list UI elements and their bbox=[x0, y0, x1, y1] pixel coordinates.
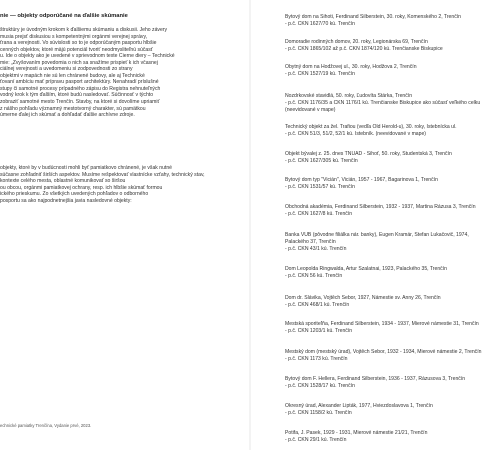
entry-title: Bytový dom F. Hellera, Ferdinand Silberstein, 1936 - 1937, Rázusova 3, Trenčín bbox=[285, 376, 466, 382]
entry-title: Banka VÚB (pôvodne filiálka nár. banky), Eugen Kramár, Štefan Lukačovič, 1974, bbox=[285, 232, 469, 238]
paragraph-line: ciálnej verejnosti a uvedomeniu si zodpovednosti zo strany bbox=[0, 66, 133, 73]
entry-title: Technický objekt za žel. Trafiou (vedľa Old Herold-u), 30. roky, Istebnícka ul. bbox=[285, 124, 457, 130]
entry-detail: - p.č. CKN 43/1 kú. Trenčín bbox=[285, 245, 347, 252]
entry-title: Obchodná akadémia, Ferdinand Silberstein, 1932 - 1937, Martina Rázusa 3, Trenčín bbox=[285, 204, 476, 210]
object-entry bbox=[285, 93, 500, 114]
paragraph-line: ťrana a verejnosti. Vo súvislosti so to je odporúčaným pasportu hlbšie bbox=[0, 40, 157, 47]
entry-title: Dom Leopolda Ringwalda, Artur Szalatnai, 1923, Palackého 35, Trenčín bbox=[285, 266, 447, 272]
entry-detail: - p.č. CKN 1527/19 kú. Trenčín bbox=[285, 70, 355, 77]
entry-detail: - p.č. CKN 1203/1 kú. Trenčín bbox=[285, 327, 353, 334]
object-entry bbox=[285, 232, 500, 253]
entry-detail: (neevidované v mape) bbox=[285, 106, 336, 113]
entry-title: Bytový dom typ "Vicián", Vicián, 1957 - 1967, Bagarinova 1, Trenčín bbox=[285, 177, 438, 183]
paragraph-line: mie: „Zvyšovaním povedomia o nich sa snažíme prispieť k ich včasnej bbox=[0, 59, 158, 66]
object-entry bbox=[285, 403, 500, 417]
paragraph-line: ou obcou, orgánmi pamiatkovej ochrany, resp. ich hlbšie skúmať formou bbox=[0, 184, 163, 191]
paragraph-line: ického prieskumu. Zo všetkých uvedených pohľadov o odborného bbox=[0, 191, 149, 198]
object-entry bbox=[285, 321, 500, 335]
entry-detail: - p.č. CKN 1176/35 a CKN 1176/1 kú. Trenčianske Biskupice ako súčasť veľkého celku bbox=[285, 99, 481, 106]
paragraph-line: štruktúry je úvodným krokom k ďalšiemu skúmaniu a diskusii. Jeho závery bbox=[0, 27, 168, 33]
entry-title: Dom dr. Slávika, Vojtěch Šebor, 1927, Námestie sv. Anny 26, Trenčín bbox=[285, 295, 441, 301]
entry-title: Okresný úrad, Alexander Lipták, 1977, Hviezdoslavova 1, Trenčín bbox=[285, 403, 433, 409]
section-heading: nie — objekty odporúčané na ďalšie skúmanie bbox=[0, 13, 128, 19]
object-entry bbox=[285, 349, 500, 363]
paragraph-line: u. Ide o objekty ako je uvedené v sprievodnom texte Čierne diery – Technické bbox=[0, 53, 175, 60]
paragraph-line: objekty, ktoré by v budúcnosti mohli byť pamiatkovo chránené, je však nutné bbox=[0, 165, 172, 171]
object-entry bbox=[285, 266, 500, 280]
paragraph-line: objektmi v mapách nie sú len chránené budovy, ale aj Technické bbox=[0, 72, 145, 79]
object-entry bbox=[285, 151, 500, 165]
entry-detail: - p.č. CKN 1627/70 kú. Trenčín bbox=[285, 20, 355, 27]
object-entry bbox=[285, 64, 500, 78]
paragraph-line: vodný krok k tým ďalším, ktoré budú nasledovať. Súčinnosť v týchto bbox=[0, 92, 154, 99]
entry-detail: - p.č. CKN 1627/8 kú. Trenčín bbox=[285, 210, 353, 217]
footnote: echnické pamiatky Trenčína, Vydanie prvé, 2023. bbox=[0, 423, 92, 428]
right-page bbox=[252, 0, 500, 450]
paragraph-line: z nášho pohľadu významný mestotvorný charakter, sú pamätkou bbox=[0, 105, 146, 112]
entry-title: Mestská sporiteľňa, Ferdinand Silberstein, 1934 - 1937, Mierové námestie 31, Trenčín bbox=[285, 321, 479, 327]
object-entry bbox=[285, 39, 500, 53]
paragraph-line: ťovaní ambíciu mať prípravu pasport architektúry. Nenahradí príslušné bbox=[0, 79, 159, 86]
entry-title: Bytový dom na Sihoti, Ferdinand Silberstein, 30. roky, Komenského 2, Trenčín bbox=[285, 14, 462, 20]
entry-title: Potifa, J. Pasek, 1929 - 1931, Mierové námestie 21/21, Trenčín bbox=[285, 430, 428, 436]
left-page bbox=[0, 0, 248, 450]
object-entry bbox=[285, 14, 500, 28]
page-gutter bbox=[249, 0, 251, 450]
entry-title: Objekt bývalej z. 25. dnes TNUAD - Sihoť, 50. roky, Študentská 3, Trenčín bbox=[285, 151, 452, 157]
paragraph-line: súčasne zohľadniť širších aspektov. Musíme rešpektovať vlastnícke vzťahy, technický stav, bbox=[0, 171, 205, 178]
paragraph-line: úmerne ďalej ich skúmať a dohľadať ďalšie archívne zdroje. bbox=[0, 112, 135, 119]
paragraph-intro bbox=[0, 27, 240, 119]
entry-title: Nozdrkovské stavidlá, 50. roky, Ľudovíta Štárka, Trenčín bbox=[285, 93, 413, 99]
paragraph-line: stupy či samotné procesy prípadného zápisu do Registra nehnuteľných bbox=[0, 85, 161, 92]
object-entry bbox=[285, 376, 500, 390]
paragraph-line: posportu sa ako najpodnetnejšia javia nasledovné objekty: bbox=[0, 197, 132, 204]
paragraph-selection bbox=[0, 165, 240, 204]
entry-detail: - p.č. CKN 468/1 kú. Trenčín bbox=[285, 301, 350, 308]
entry-detail: - p.č. CKN 1531/57 kú. Trenčín bbox=[285, 183, 355, 190]
entry-detail: - p.č. CKN 1627/305 kú. Trenčín bbox=[285, 157, 358, 164]
entry-title: Obytný dom na Hodžovej ul., 30. roky, Hodžova 2, Trenčín bbox=[285, 64, 417, 70]
entry-title: Domoradie rodinných domov, 20. roky, Legionárska 69, Trenčín bbox=[285, 39, 428, 45]
entry-detail: - p.č. CKN 29/1 kú. Trenčín bbox=[285, 436, 347, 443]
entry-detail: - p.č. CKN 1528/17 kú. Trenčín bbox=[285, 382, 355, 389]
entry-detail: - p.č. CKN 1865/102 až p.č. CKN 1874/120 kú. Trenčianske Biskupice bbox=[285, 45, 443, 52]
entry-detail: - p.č. CKN 51/3, 51/2, 52/1 kú. Istebník. (neevidované v mape) bbox=[285, 130, 427, 137]
object-entry bbox=[285, 295, 500, 309]
object-entry bbox=[285, 430, 500, 444]
entry-detail: - p.č. CKN 1158/2 kú. Trenčín bbox=[285, 409, 352, 416]
paragraph-line: cenných objektov, ktoré mäjú potenciál tvoriť neodmysliteľnú súčasť bbox=[0, 46, 153, 53]
entry-detail: Palackého 37, Trenčín bbox=[285, 238, 336, 245]
entry-detail: - p.č. CKN 1173 kú. Trenčín bbox=[285, 355, 348, 362]
object-entry bbox=[285, 177, 500, 191]
paragraph-line: musia prejsť diskusiou s kompetentnými orgánmi verejnej správy, bbox=[0, 33, 148, 40]
paragraph-line: kontexte celého mesta, oblastné komunikovať so širšou bbox=[0, 178, 126, 185]
object-entry bbox=[285, 124, 500, 138]
paragraph-line: zobraziť samotné mesto Trenčín. Stavby, na ktoré si dovolíme upriamiť bbox=[0, 99, 160, 106]
entry-detail: - p.č. CKN 56 kú. Trenčín bbox=[285, 272, 343, 279]
object-entry bbox=[285, 204, 500, 218]
entry-title: Mestský dom (mestský úrad), Vojtěch Šebor, 1932 - 1934, Mierové námestie 2, Trenčín bbox=[285, 349, 482, 355]
